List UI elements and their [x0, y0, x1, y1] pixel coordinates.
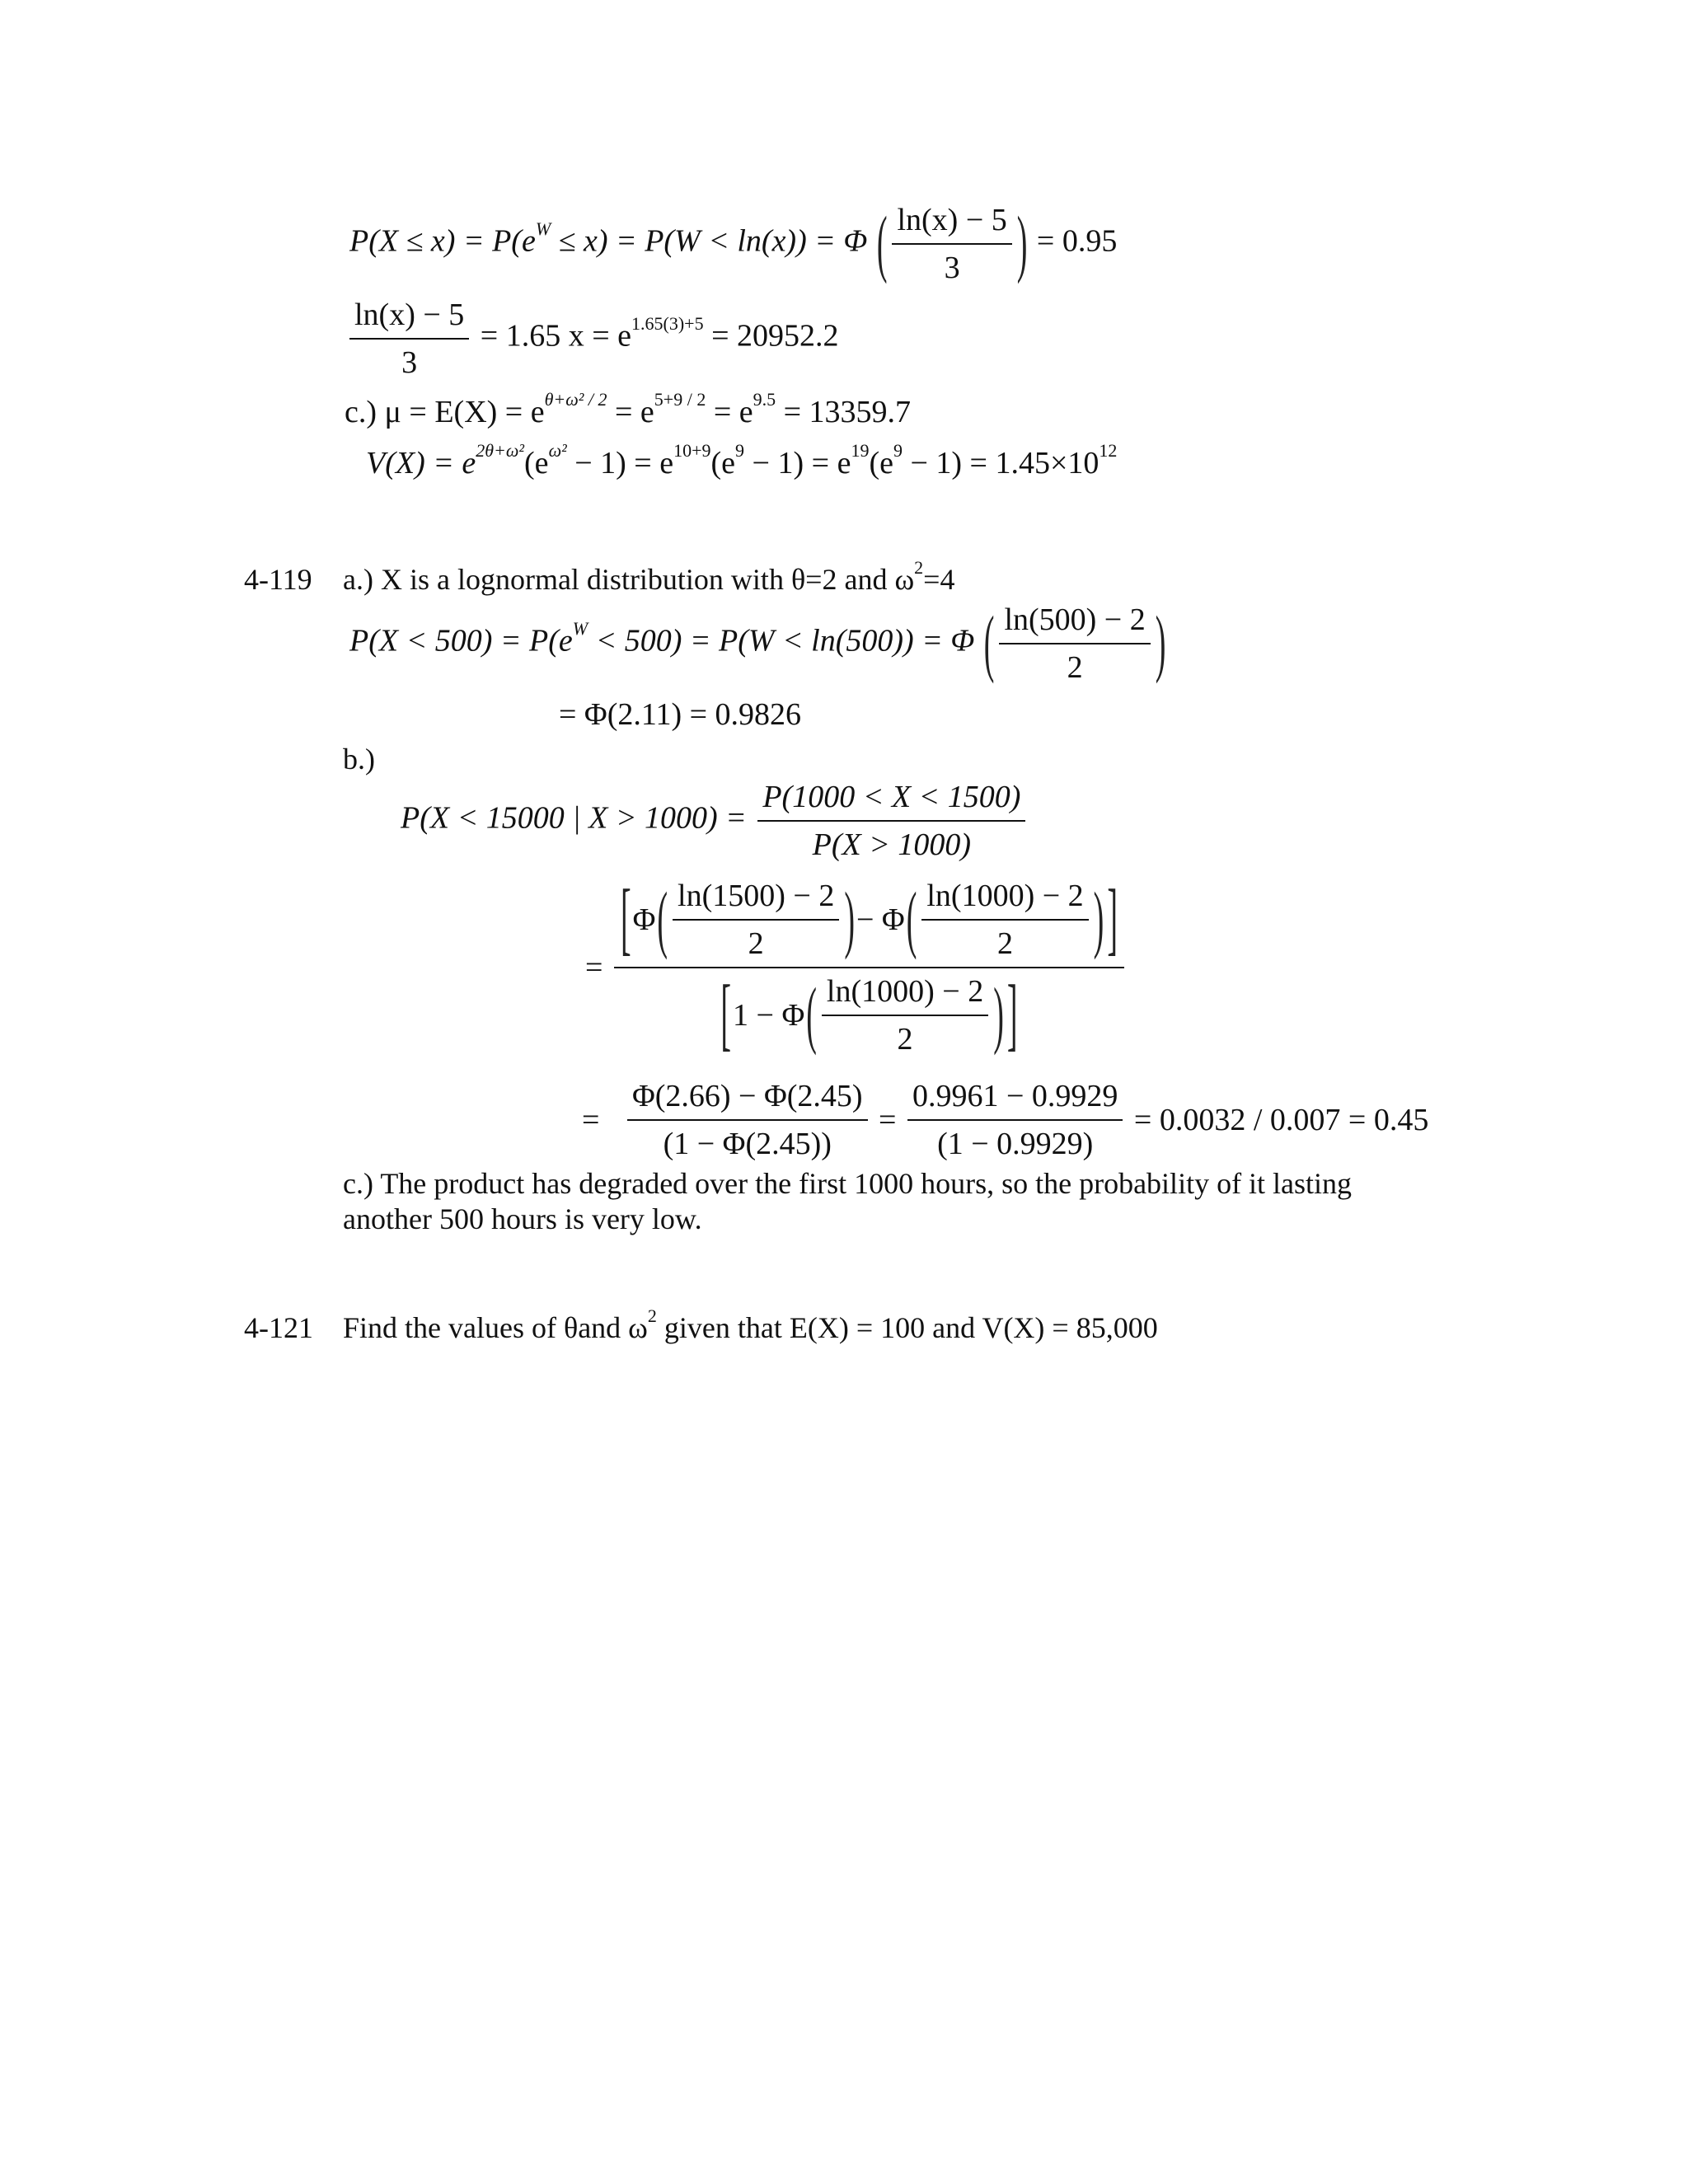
fraction-numerator: ln(1000) − 2	[926, 879, 1084, 913]
big-fraction	[614, 874, 1124, 1061]
eq-text: c.) μ = E(X) = e	[345, 395, 545, 429]
fraction-numerator: ln(1000) − 2	[826, 974, 984, 1009]
fraction-numerator: Φ(2.66) − Φ(2.45)	[631, 1079, 863, 1113]
eq-text: − 1) = 1.45×10	[902, 446, 1100, 480]
fraction	[921, 878, 1088, 962]
part-c-line1: c.) The product has degraded over the first 1000 hours, so the probability of it lasting	[343, 1167, 1353, 1200]
left-paren: (	[876, 202, 888, 286]
eq-text: = 1.65 x = e	[480, 318, 632, 354]
fraction-denominator: 2	[748, 926, 764, 961]
fraction	[907, 1078, 1123, 1162]
fraction	[892, 202, 1011, 286]
fraction	[349, 297, 469, 381]
variance-equation	[366, 440, 1118, 481]
statement-text: a.) X is a lognormal distribution with θ=2 and ω	[343, 563, 915, 596]
fraction	[822, 973, 988, 1057]
right-paren: )	[1016, 202, 1028, 286]
part-a-equation	[349, 602, 1167, 686]
eq-text: (e	[524, 446, 549, 480]
minus-phi: − Φ	[856, 902, 905, 937]
fraction-denominator: P(X > 1000)	[812, 827, 972, 862]
fraction-numerator: ln(x) − 5	[354, 298, 465, 332]
big-fraction-denominator: [1 − Φ( $\frac{\ln(1000) - 2}{2}$ ) ]	[720, 970, 1018, 1061]
eq-text: = e	[607, 395, 654, 429]
fraction-denominator: 3	[401, 345, 418, 380]
phi-symbol: Φ	[632, 902, 656, 937]
fraction	[757, 779, 1025, 863]
eq-sup: 12	[1099, 440, 1118, 462]
eq-sign: =	[582, 1103, 600, 1137]
mean-equation	[345, 389, 912, 430]
part-b-conditional	[401, 779, 1029, 863]
eq-sup: W	[572, 618, 588, 640]
eq-text: − 1) = e	[744, 446, 851, 480]
eq-sign: =	[585, 950, 603, 985]
statement-text: Find the values of θand ω	[343, 1311, 648, 1344]
big-fraction-numerator: [Φ( $\frac{\ln(1500) - 2}{2}$ )− Φ( $\frac{\ln(1000) - 2}{2}$ ) ]	[620, 874, 1118, 965]
eq-text: (e	[869, 446, 893, 480]
eq-result: = 0.95	[1036, 223, 1118, 259]
fraction-denominator: 2	[1067, 650, 1083, 685]
fraction-numerator: ln(500) − 2	[1004, 602, 1146, 637]
fraction	[999, 602, 1150, 686]
fraction-numerator: 0.9961 − 0.9929	[912, 1079, 1118, 1113]
eq-sup: 2θ+ω²	[476, 440, 525, 462]
eq-text: (e	[710, 446, 736, 480]
eq-result: = 20952.2	[711, 318, 839, 354]
eq-result: = 13359.7	[776, 395, 912, 429]
eq-sup: 9	[735, 440, 745, 462]
part-a-result: = Φ(2.11) = 0.9826	[559, 697, 802, 732]
eq-sup: 9	[893, 440, 903, 462]
fraction-denominator: (1 − Φ(2.45))	[663, 1127, 832, 1161]
eq-sup: 9.5	[753, 389, 776, 410]
eq-result: = 0.0032 / 0.007 = 0.45	[1133, 1103, 1429, 1137]
eq-sup: 10+9	[673, 440, 711, 462]
eq-sup: 19	[851, 440, 870, 462]
eq-text: V(X) = e	[366, 446, 476, 480]
part-a-statement	[343, 557, 955, 597]
eq-text: P(X < 500) = P(e	[349, 623, 573, 658]
eq-sup: W	[535, 218, 551, 240]
statement-text: =4	[923, 563, 955, 596]
eq-sign: =	[879, 1103, 897, 1137]
fraction-denominator: 2	[897, 1022, 913, 1057]
statement-sup: 2	[914, 557, 924, 578]
eq-text: ≤ x) = P(W < ln(x)) = Φ	[551, 223, 868, 259]
fraction-denominator: (1 − 0.9929)	[937, 1127, 1094, 1161]
fraction	[627, 1078, 868, 1162]
problem-number: 4-119	[244, 563, 312, 596]
eq-text: P(X ≤ x) = P(e	[349, 223, 536, 259]
fraction-numerator: P(1000 < X < 1500)	[762, 780, 1021, 814]
part-b-expansion	[585, 874, 1128, 1061]
statement-sup: 2	[647, 1305, 657, 1326]
eq-text: < 500) = P(W < ln(500)) = Φ	[588, 623, 975, 658]
z-equation	[349, 297, 839, 381]
eq-sup: θ+ω² / 2	[544, 389, 607, 410]
eq-sup: 5+9 / 2	[654, 389, 706, 410]
one-minus-phi: 1 − Φ	[733, 998, 805, 1033]
fraction-numerator: ln(x) − 5	[897, 203, 1007, 237]
eq-sup: ω²	[548, 440, 567, 462]
fraction-numerator: ln(1500) − 2	[678, 879, 835, 913]
part-c-line2: another 500 hours is very low.	[343, 1202, 702, 1235]
statement-text: given that E(X) = 100 and V(X) = 85,000	[656, 1311, 1158, 1344]
fraction-denominator: 2	[997, 926, 1013, 961]
eq-text: P(X < 15000 | X > 1000) =	[401, 800, 747, 836]
right-paren: )	[1155, 602, 1166, 686]
fraction-denominator: 3	[944, 251, 960, 285]
problem-statement	[343, 1305, 1158, 1345]
fraction	[673, 878, 839, 962]
eq-text: − 1) = e	[566, 446, 674, 480]
eq-text: = e	[706, 395, 753, 429]
eq-sup: 1.65(3)+5	[631, 313, 704, 335]
part-b-label: b.)	[343, 743, 375, 776]
problem-number: 4-121	[244, 1311, 313, 1344]
part-b-numeric	[582, 1078, 1428, 1162]
cdf-equation	[349, 202, 1117, 286]
left-paren: (	[983, 602, 995, 686]
